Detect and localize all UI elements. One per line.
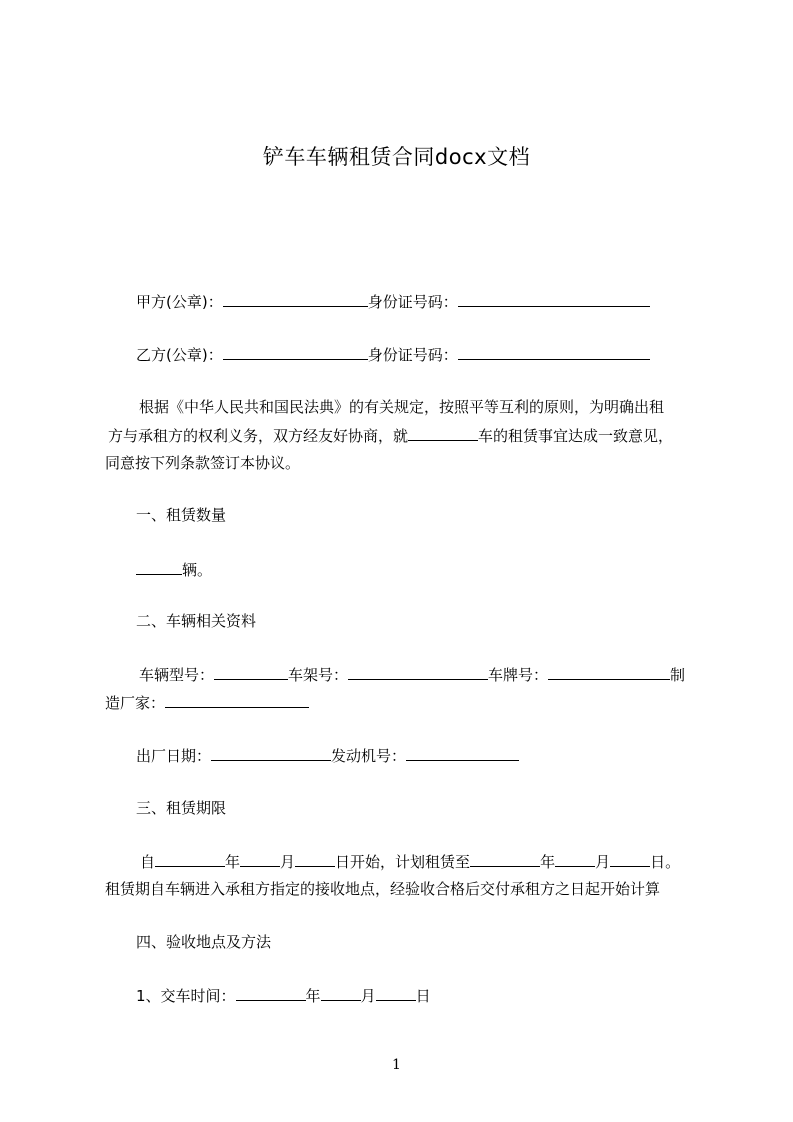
end-year-blank (470, 851, 540, 867)
document-title: 铲车车辆租赁合同docx文档 (262, 145, 531, 169)
delivery-month-label: 月 (360, 987, 376, 1005)
party-b-id-label: 身份证号码： (367, 346, 458, 364)
end-month-blank (555, 851, 595, 867)
start-year-blank (155, 851, 225, 867)
party-a-line (136, 291, 650, 312)
party-a-id-label: 身份证号码： (367, 293, 458, 311)
start-year-label: 年 (225, 853, 241, 871)
intro-line-2-a: 方与承租方的权利义务，双方经友好协商，就 (108, 427, 409, 445)
term-line-1 (140, 851, 680, 872)
maker-line (105, 692, 309, 713)
end-year-label: 年 (540, 853, 556, 871)
intro-line-3: 同意按下列条款签订本协议。 (105, 454, 301, 472)
frame-blank (348, 664, 488, 680)
vehicle-type-blank (408, 425, 478, 441)
end-month-label: 月 (595, 853, 611, 871)
party-a-id-blank (458, 291, 650, 307)
vehicle-info-line (139, 664, 685, 685)
model-label: 车辆型号： (139, 666, 215, 684)
maker-blank (165, 692, 309, 708)
delivery-day-blank (376, 985, 416, 1001)
plate-label: 车牌号： (488, 666, 549, 684)
intro-line-1: 根据《中华人民共和国民法典》的有关规定，按照平等互利的原则，为明确出租 (139, 398, 665, 416)
section-2-heading: 二、车辆相关资料 (136, 612, 257, 630)
term-line-2: 租赁期自车辆进入承租方指定的接收地点，经验收合格后交付承租方之日起开始计算 (105, 880, 661, 898)
date-blank (211, 745, 331, 761)
delivery-month-blank (321, 985, 361, 1001)
term-from: 自 (140, 853, 156, 871)
quantity-unit: 辆。 (182, 561, 213, 579)
section-3-heading: 三、租赁期限 (136, 799, 227, 817)
delivery-year-label: 年 (305, 987, 321, 1005)
delivery-day-label: 日 (415, 987, 431, 1005)
party-b-blank (223, 344, 368, 360)
term-end-text: 日。 (650, 853, 681, 871)
quantity-blank (136, 559, 182, 575)
party-b-line (136, 344, 650, 365)
intro-line-2-b: 车的租赁事宜达成一致意见， (478, 427, 674, 445)
plate-blank (548, 664, 670, 680)
party-a-label: 甲方(公章)： (136, 293, 223, 311)
delivery-time-label: 1、交车时间： (136, 987, 236, 1005)
end-day-blank (610, 851, 650, 867)
delivery-year-blank (236, 985, 306, 1001)
page-number: 1 (392, 1057, 401, 1073)
date-engine-line (136, 745, 519, 766)
term-start-text: 日开始，计划租赁至 (335, 853, 471, 871)
maker-label-part-1: 制 (670, 666, 686, 684)
party-a-blank (223, 291, 368, 307)
engine-blank (406, 745, 519, 761)
section-4-heading: 四、验收地点及方法 (136, 933, 272, 951)
party-b-label: 乙方(公章)： (136, 346, 223, 364)
start-day-blank (295, 851, 335, 867)
quantity-line (136, 559, 212, 580)
engine-label: 发动机号： (331, 747, 407, 765)
maker-label-part-2: 造厂家： (105, 694, 166, 712)
date-label: 出厂日期： (136, 747, 212, 765)
section-1-heading: 一、租赁数量 (136, 506, 227, 524)
start-month-label: 月 (280, 853, 296, 871)
party-b-id-blank (458, 344, 650, 360)
start-month-blank (240, 851, 280, 867)
model-blank (214, 664, 288, 680)
frame-label: 车架号： (288, 666, 349, 684)
intro-line-2 (108, 425, 673, 446)
delivery-time-line (136, 985, 431, 1006)
